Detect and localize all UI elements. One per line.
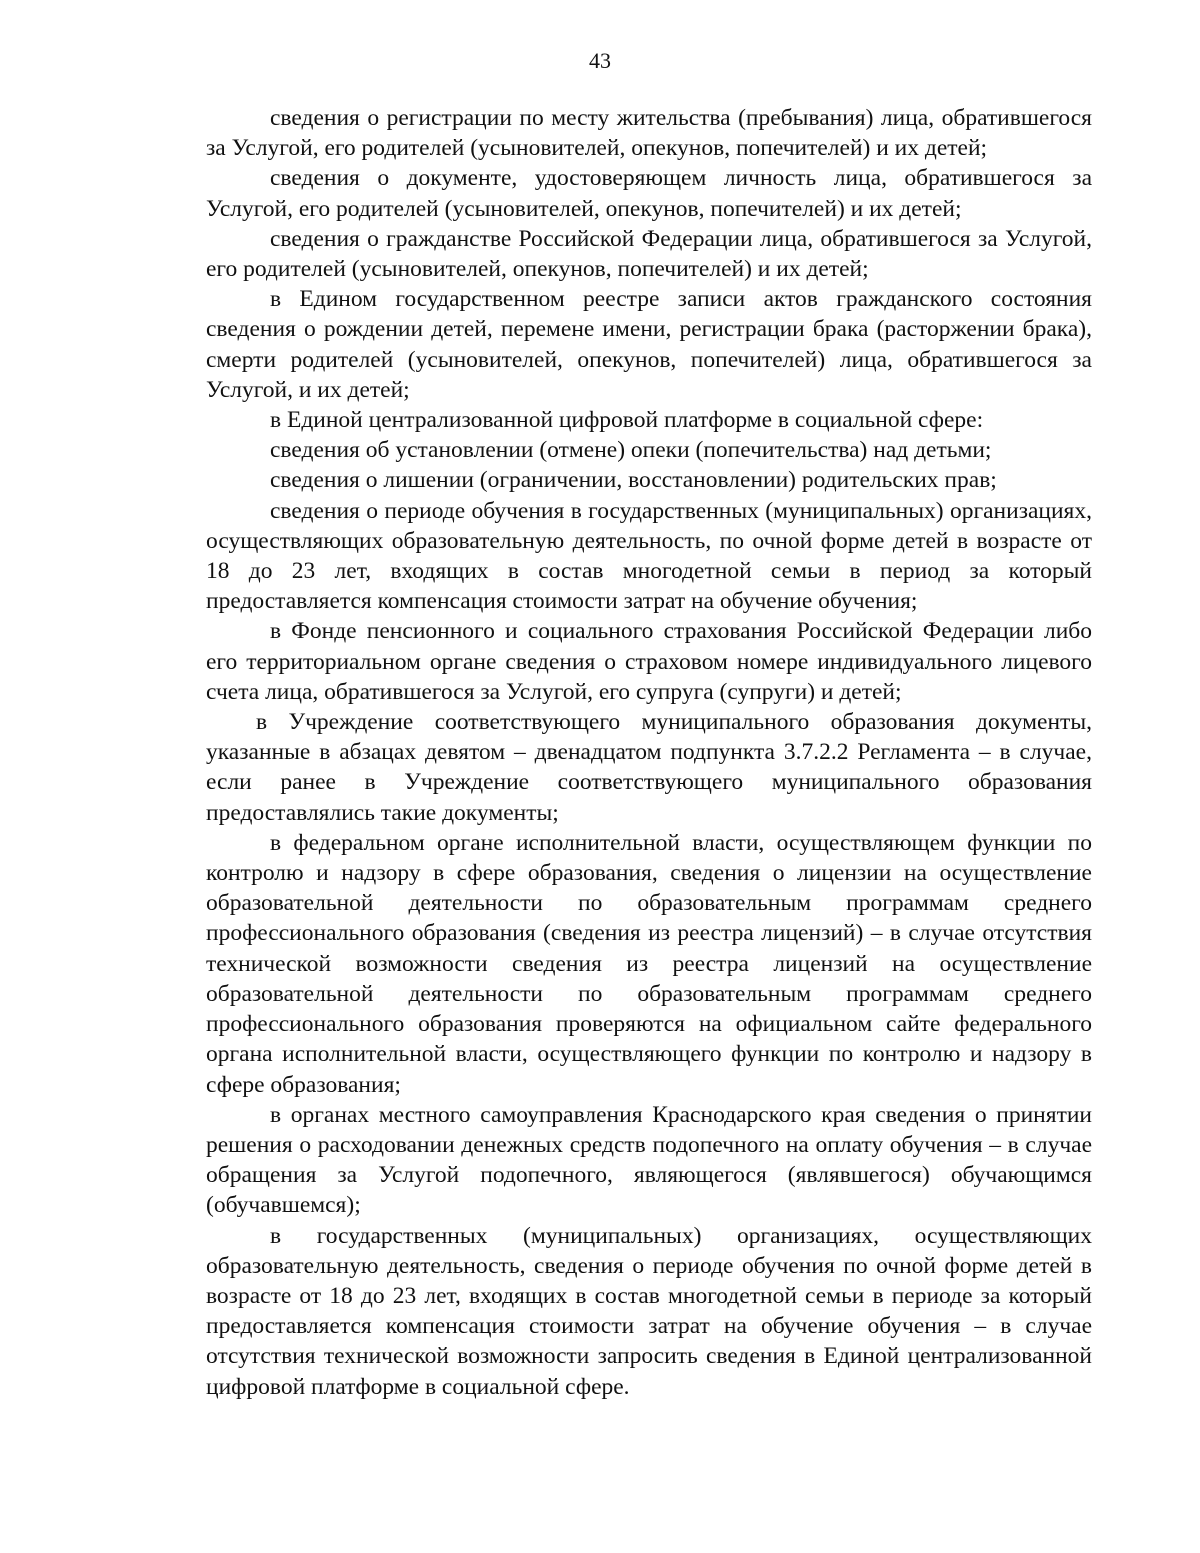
paragraph-digital-platform: в Единой централизованной цифровой платформе в социальной сфере: <box>270 407 984 434</box>
paragraph-study-period: сведения о периоде обучения в государственных (муниципальных) организациях, осуществляющих образовательную деятельность, по очной форме детей в возрасте от 18 до 23 лет, входящих в состав многодетной семьи в период за который предоставляется компенсация стоимости затрат на обучение обучения; <box>206 497 1092 615</box>
paragraph-registration-info: сведения о регистрации по месту жительства (пребывания) лица, обратившегося за Услугой, его родителей (усыновителей, опекунов, попечителей) и их детей; <box>206 105 1092 162</box>
paragraph-parental-rights: сведения о лишении (ограничении, восстановлении) родительских прав; <box>270 467 997 494</box>
paragraph-license-info: в федеральном органе исполнительной власти, осуществляющем функции по контролю и надзору в сфере образования, сведения о лицензии на осуществление образовательной деятельности по образовательным программам среднего профессионального образования (сведения из реестра лицензий) – в случае отсутствия технической возможности сведения из реестра лицензий на осуществление образовательной деятельности по образовательным программам среднего профессионального образования проверяются на официальном сайте федерального органа исполнительной власти, осуществляющего функции по контролю и надзору в сфере образования; <box>206 829 1092 1098</box>
paragraph-guardianship: сведения об установлении (отмене) опеки (попечительства) над детьми; <box>270 437 992 464</box>
paragraph-educational-organizations: в государственных (муниципальных) организациях, осуществляющих образовательную деятельность, сведения о периоде обучения по очной форме детей в возрасте от 18 до 23 лет, входящих в состав многодетной семьи в периоде за который предоставляется компенсация стоимости затрат на обучение обучения – в случае отсутствия технической возможности запросить сведения в Единой централизованной цифровой платформе в социальной сфере. <box>206 1222 1092 1400</box>
paragraph-institution-documents: в Учреждение соответствующего муниципального образования документы, указанные в абзацах девятом – двенадцатом подпункта 3.7.2.2 Регламента – в случае, если ранее в Учреждение соответствующего муниципального образования предоставлялись такие документы; <box>206 709 1092 826</box>
paragraph-civil-registry: в Едином государственном реестре записи актов гражданского состояния сведения о рождении детей, перемене имени, регистрации брака (расторжении брака), смерти родителей (усыновителей, опекунов, попечителей) лица, обратившегося за Услугой, и их детей; <box>206 286 1092 403</box>
paragraph-local-government: в органах местного самоуправления Краснодарского края сведения о принятии решения о расходовании денежных средств подопечного на оплату обучения – в случае обращения за Услугой подопечного, являющегося (являвшегося) обучающимся (обучавшемся); <box>206 1101 1092 1219</box>
paragraph-identity-document: сведения о документе, удостоверяющем личность лица, обратившегося за Услугой, его родителей (усыновителей, опекунов, попечителей) и их детей; <box>206 165 1092 222</box>
page-number: 43 <box>589 48 611 73</box>
document-body <box>206 103 1092 1402</box>
paragraph-citizenship: сведения о гражданстве Российской Федерации лица, обратившегося за Услугой, его родителей (усыновителей, опекунов, попечителей) и их детей; <box>206 225 1092 283</box>
paragraph-pension-fund: в Фонде пенсионного и социального страхования Российской Федерации либо его территориальном органе сведения о страховом номере индивидуального лицевого счета лица, обратившегося за Услугой, его супруга (супруги) и детей; <box>206 618 1092 705</box>
